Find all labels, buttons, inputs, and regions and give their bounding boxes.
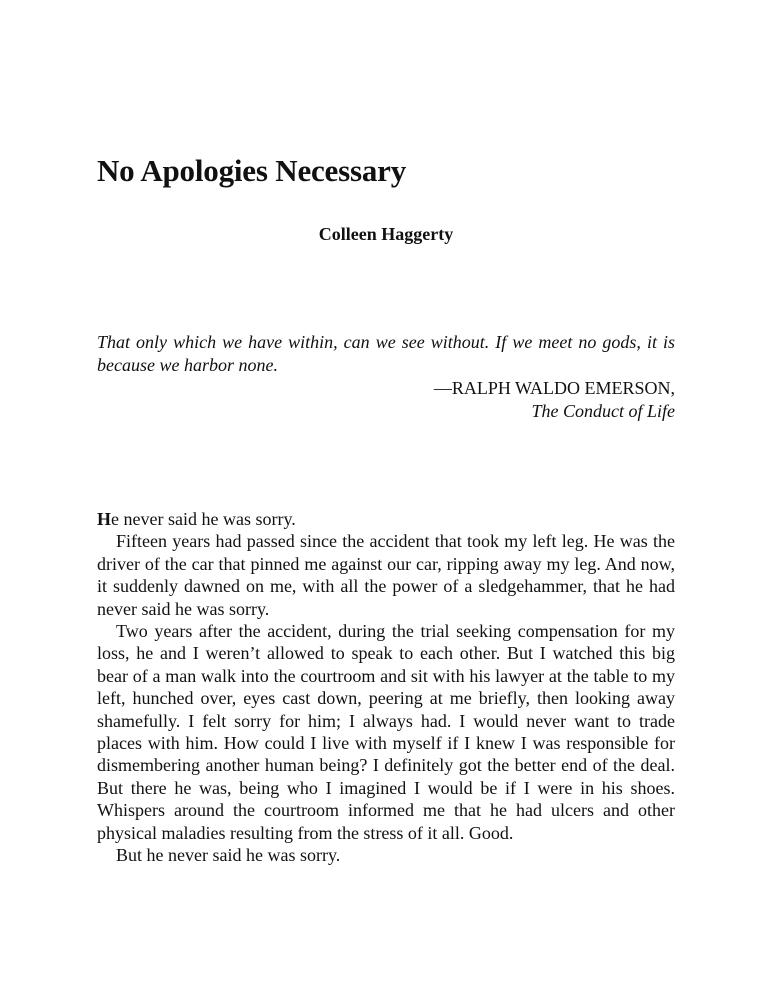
epigraph: [97, 331, 675, 423]
author-name: Colleen Haggerty: [318, 224, 454, 244]
opening-text: e never said he was sorry.: [111, 509, 296, 529]
epigraph-source: The Conduct of Life: [531, 401, 675, 421]
paragraph: Fifteen years had passed since the accident that took my left leg. He was the driver of the car that pinned me against our car, ripping away my leg. And now, it suddenly dawned on me, with all the power of a sledgehammer, that he had never said he was sorry.: [97, 531, 675, 619]
paragraph: But he never said he was sorry.: [116, 845, 341, 866]
chapter-title: No Apologies Necessary: [97, 153, 407, 188]
initial-letter: H: [97, 509, 112, 529]
chapter-body: [97, 508, 675, 867]
epigraph-attribution: —RALPH WALDO EMERSON,: [433, 378, 675, 398]
paragraph-opening: [97, 508, 675, 530]
paragraph: Two years after the accident, during the trial seeking compensation for my loss, he and I weren’t allowed to speak to each other. But I watched this big bear of a man walk into the courtroom and sit with his lawyer at the table to my left, hunched over, eyes cast down, peering at me briefly, then looking away shamefully. I felt sorry for him; I always had. I would never want to trade places with him. How could I live with myself if I knew I was responsible for dismembering another human being? I definitely got the better end of the deal. But there he was, being who I imagined I would be if I were in his shoes. Whispers around the courtroom informed me that he had ulcers and other physical maladies resulting from the stress of it all. Good.: [97, 621, 675, 843]
epigraph-quote: That only which we have within, can we see without. If we meet no gods, it is because we harbor none.: [97, 332, 675, 375]
